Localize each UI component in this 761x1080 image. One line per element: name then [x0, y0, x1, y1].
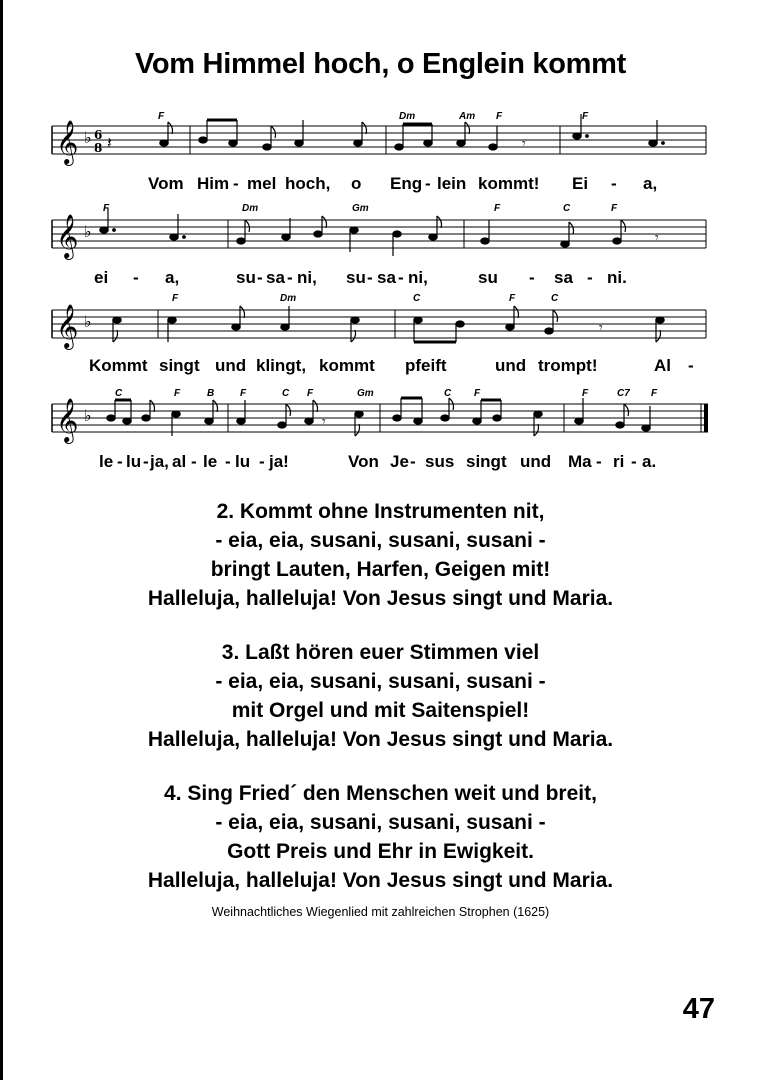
verse-3: [0, 638, 761, 754]
lyric-syllable: ja!: [269, 452, 289, 471]
chord: F: [103, 203, 110, 214]
lyric-syllable: singt: [159, 356, 200, 375]
verse-line: bringt Lauten, Harfen, Geigen mit!: [210, 558, 551, 581]
lyric-syllable: le: [203, 452, 218, 471]
verse-4: [0, 779, 761, 895]
chord: F: [582, 388, 589, 399]
chord: F: [651, 388, 658, 399]
chord: C: [563, 203, 571, 214]
lyric-syllable: Al: [654, 356, 671, 375]
lyric-syllable: sa: [554, 268, 573, 287]
treble-clef-icon: 𝄞: [56, 214, 79, 258]
chord: C: [115, 388, 123, 399]
lyric-syllable: -: [259, 452, 265, 471]
lyric-syllable: -: [631, 452, 637, 471]
lyric-syllable: und: [520, 452, 552, 471]
lyric-syllable: -: [133, 268, 139, 287]
chord: Dm: [242, 203, 259, 214]
svg-text:𝄾: 𝄾: [322, 414, 326, 430]
lyric-syllable: ni.: [607, 268, 627, 287]
chord: C7: [617, 388, 630, 399]
verse-line: 3. Laßt hören euer Stimmen viel: [221, 641, 540, 664]
svg-text:𝄽: 𝄽: [107, 133, 112, 152]
lyric-syllable: -: [257, 268, 263, 287]
lyric-syllable: -: [425, 174, 431, 193]
chord: F: [172, 293, 179, 304]
chord: F: [509, 293, 516, 304]
treble-clef-icon: 𝄞: [56, 120, 79, 164]
lyric-syllable: le: [99, 452, 114, 471]
lyric-syllable: und: [495, 356, 527, 375]
treble-clef-icon: 𝄞: [56, 304, 79, 348]
lyric-syllable: -: [367, 268, 373, 287]
verse-line: Halleluja, halleluja! Von Jesus singt und Maria.: [147, 728, 614, 751]
lyric-syllable: Je: [390, 452, 409, 471]
chord: F: [582, 111, 589, 122]
lyric-syllable: Kommt: [89, 356, 148, 375]
lyric-line-3: [0, 356, 761, 376]
verse-line: - eia, eia, susani, susani, susani -: [215, 670, 546, 693]
chord: B: [207, 388, 215, 399]
lyric-syllable: -: [233, 174, 239, 193]
lyric-syllable: -: [287, 268, 293, 287]
lyric-syllable: a.: [642, 452, 657, 471]
lyric-syllable: kommt: [319, 356, 375, 375]
lyric-syllable: -: [529, 268, 535, 287]
chord: C: [413, 293, 421, 304]
lyric-syllable: -: [596, 452, 602, 471]
lyric-syllable: ei: [94, 268, 109, 287]
verse-line: - eia, eia, susani, susani, susani -: [215, 529, 546, 552]
verse-line: Halleluja, halleluja! Von Jesus singt und Maria.: [147, 587, 614, 610]
lyric-syllable: o: [351, 174, 362, 193]
lyric-syllable: lu: [235, 452, 251, 471]
lyric-syllable: al: [172, 452, 187, 471]
chord: C: [551, 293, 559, 304]
lyric-syllable: sa: [266, 268, 285, 287]
lyric-syllable: ja,: [150, 452, 169, 471]
lyric-syllable: -: [688, 356, 694, 375]
page-number: 47: [682, 993, 715, 1025]
svg-text:𝄾: 𝄾: [522, 136, 526, 152]
lyric-syllable: Vom: [148, 174, 184, 193]
chord: C: [444, 388, 452, 399]
lyric-syllable: ri: [613, 452, 625, 471]
lyric-syllable: trompt!: [538, 356, 598, 375]
chord: Gm: [357, 388, 374, 399]
chord: C: [282, 388, 290, 399]
treble-clef-icon: 𝄞: [56, 398, 79, 442]
verse-line: - eia, eia, susani, susani, susani -: [215, 811, 546, 834]
lyric-syllable: Him: [197, 174, 230, 193]
svg-text:𝄾: 𝄾: [655, 230, 659, 246]
lyric-syllable: a,: [643, 174, 658, 193]
lyric-syllable: ni,: [297, 268, 317, 287]
lyric-syllable: hoch,: [285, 174, 331, 193]
lyric-syllable: -: [143, 452, 149, 471]
lyric-syllable: -: [398, 268, 404, 287]
lyric-syllable: singt: [466, 452, 507, 471]
time-signature-bottom: 8: [94, 141, 103, 155]
lyric-syllable: Ma: [568, 452, 592, 471]
time-signature-top: 6: [94, 128, 103, 142]
lyric-syllable: su: [346, 268, 366, 287]
chord: F: [307, 388, 314, 399]
lyric-syllable: -: [410, 452, 416, 471]
lyric-syllable: klingt,: [256, 356, 307, 375]
chord: Dm: [399, 111, 416, 122]
lyric-syllable: -: [611, 174, 617, 193]
chord: F: [240, 388, 247, 399]
lyric-syllable: -: [117, 452, 123, 471]
lyric-syllable: Von: [348, 452, 379, 471]
verse-line: Halleluja, halleluja! Von Jesus singt und Maria.: [147, 869, 614, 892]
svg-text:♭: ♭: [84, 222, 92, 241]
chord: F: [174, 388, 181, 399]
verse-line: mit Orgel und mit Saitenspiel!: [231, 699, 530, 722]
chord: F: [496, 111, 503, 122]
lyric-syllable: kommt!: [478, 174, 540, 193]
verse-line: 2. Kommt ohne Instrumenten nit,: [216, 500, 545, 523]
lyric-line-1: [0, 174, 761, 194]
lyric-syllable: -: [191, 452, 197, 471]
song-title: Vom Himmel hoch, o Englein kommt: [135, 48, 626, 80]
lyric-syllable: su: [478, 268, 498, 287]
song-credit: Weihnachtliches Wiegenlied mit zahlreichen Strophen (1625): [211, 905, 550, 919]
lyric-syllable: -: [225, 452, 231, 471]
lyric-syllable: lu: [126, 452, 142, 471]
chord: F: [474, 388, 481, 399]
chord: Dm: [280, 293, 297, 304]
chord: F: [494, 203, 501, 214]
lyric-syllable: a,: [165, 268, 180, 287]
lyric-syllable: ni,: [408, 268, 428, 287]
verse-line: 4. Sing Fried´ den Menschen weit und breit,: [164, 782, 597, 805]
chord: Am: [459, 111, 476, 122]
lyric-syllable: sus: [425, 452, 455, 471]
lyric-syllable: und: [215, 356, 247, 375]
lyric-line-2: [0, 268, 761, 288]
chord: F: [611, 203, 618, 214]
lyric-syllable: Eng: [390, 174, 423, 193]
lyric-syllable: lein: [437, 174, 467, 193]
lyric-syllable: sa: [377, 268, 396, 287]
svg-text:♭: ♭: [84, 312, 92, 331]
svg-text:𝄾: 𝄾: [599, 320, 603, 336]
svg-text:♭: ♭: [84, 406, 92, 425]
lyric-syllable: pfeift: [405, 356, 447, 375]
verse-line: Gott Preis und Ehr in Ewigkeit.: [227, 840, 534, 863]
svg-text:♭: ♭: [84, 128, 92, 147]
verse-2: [0, 497, 761, 613]
lyric-syllable: -: [587, 268, 593, 287]
chord: Gm: [352, 203, 369, 214]
lyric-syllable: mel: [247, 174, 277, 193]
lyric-line-4: [0, 452, 761, 472]
chord: F: [158, 111, 165, 122]
lyric-syllable: Ei: [572, 174, 589, 193]
lyric-syllable: su: [236, 268, 256, 287]
